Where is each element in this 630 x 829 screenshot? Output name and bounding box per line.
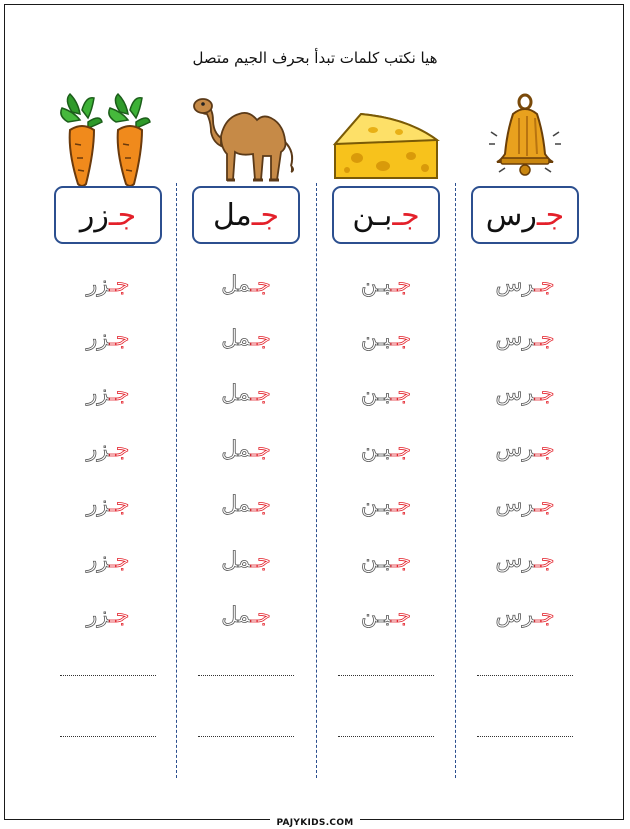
bell-picture xyxy=(485,92,565,184)
trace-word: جـمل xyxy=(221,381,271,406)
trace-word: جـزر xyxy=(86,603,130,628)
camel-picture xyxy=(191,92,301,188)
trace-word: جـرس xyxy=(495,272,555,297)
column-jazar xyxy=(38,0,178,828)
writing-line[interactable] xyxy=(198,675,294,676)
writing-line[interactable] xyxy=(198,736,294,737)
trace-word: جـزر xyxy=(86,492,130,517)
trace-word: جـمل xyxy=(221,437,271,462)
trace-word: جـبـن xyxy=(361,603,411,628)
trace-word: جـمل xyxy=(221,603,271,628)
trace-word: جـزر xyxy=(86,326,130,351)
writing-line[interactable] xyxy=(477,736,573,737)
trace-word: جـزر xyxy=(86,381,130,406)
word-box: جـ بـن xyxy=(332,186,440,244)
footer xyxy=(0,810,630,829)
word-box: جـ مل xyxy=(192,186,300,244)
worksheet-title: هيا نكتب كلمات تبدأ بحرف الجيم متصل xyxy=(192,49,438,67)
trace-word: جـمل xyxy=(221,548,271,573)
trace-word: جـرس xyxy=(495,492,555,517)
trace-word: جـزر xyxy=(86,437,130,462)
site-name[interactable]: PAJYKIDS.COM xyxy=(270,818,359,828)
trace-word: جـمل xyxy=(221,492,271,517)
writing-line[interactable] xyxy=(338,675,434,676)
column-jamal xyxy=(176,0,316,828)
trace-word: جـرس xyxy=(495,381,555,406)
trace-word: جـزر xyxy=(86,548,130,573)
trace-word: جـبـن xyxy=(361,548,411,573)
trace-word: جـبـن xyxy=(361,437,411,462)
writing-line[interactable] xyxy=(338,736,434,737)
word-box: جـ رس xyxy=(471,186,579,244)
trace-word: جـزر xyxy=(86,272,130,297)
writing-line[interactable] xyxy=(477,675,573,676)
trace-word: جـرس xyxy=(495,548,555,573)
writing-line[interactable] xyxy=(60,736,156,737)
trace-word: جـبـن xyxy=(361,381,411,406)
trace-word: جـبـن xyxy=(361,326,411,351)
column-jaras xyxy=(455,0,595,828)
column-jubn xyxy=(316,0,456,828)
trace-word: جـرس xyxy=(495,437,555,462)
trace-word: جـرس xyxy=(495,603,555,628)
trace-word: جـبـن xyxy=(361,492,411,517)
trace-word: جـرس xyxy=(495,326,555,351)
carrots-picture xyxy=(58,92,158,190)
cheese-picture xyxy=(327,108,445,186)
writing-line[interactable] xyxy=(60,675,156,676)
trace-word: جـبـن xyxy=(361,272,411,297)
trace-word: جـمل xyxy=(221,326,271,351)
word-box: جـ زر xyxy=(54,186,162,244)
trace-word: جـمل xyxy=(221,272,271,297)
